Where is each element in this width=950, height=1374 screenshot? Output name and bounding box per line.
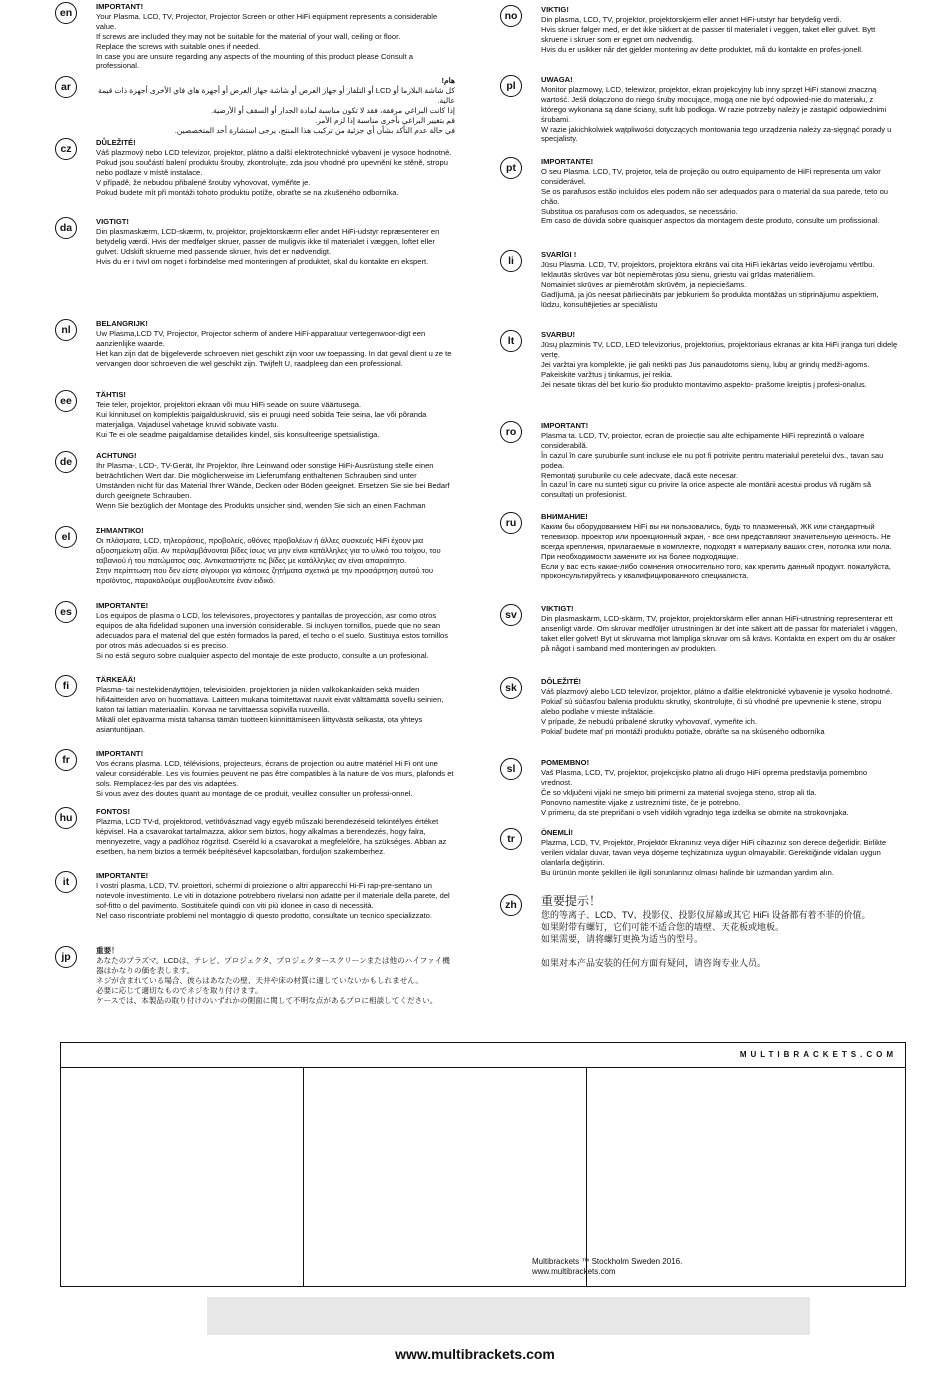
language-badge: es [55,601,77,623]
notice-title: IMPORTANTE! [541,157,594,166]
notice-text: あなたのプラズマ。LCDは、テレビ、プロジェクタ、プロジェクタースクリーンまたは他のハイファイ機器はかなりの価を表します。 ネジが含まれている場合、彼らはあなたの壁、天井や床の材質に適していないかもしれません。 必要に応じて適切なものでネジを取り付けます。 ケースでは、本製品の取り付けのいずれかの側面に関して不明な点があるプロに相談してください。 [96,955,450,1005]
notice-text: Plasma ta. LCD, TV, proiector, ecran de proiecție sau alte echipamente HiFi reprezintă o valoare considerabilă. În cazul în care șuruburile sunt incluse ele nu pot fi potrivite pentru materialul peretelui dvs., tavan sau podea. Remontați șuruburile cu cele adecvate, dacă este necesar. În cazul în care nu sunteți sigur cu privire la orice aspecte ale montării acestui produs vă rugăm să consultați un profesionist. [541,430,884,500]
notice-title: ÖNEMLİ! [541,828,574,837]
notice-text: Váš plazmový alebo LCD televízor, projektor, plátno a ďalšie elektronické vybavenie je vysoko hodnotné. Pokiaľ sú súčasťou balenia produktu skrutky, skontrolujte, či sú vhodné pre upevnenie k stene, stropu alebo podlahe v mieste inštalácie. V prípade, že nebudú pribalené skrutky vyhovovať, vymeňte ich. Pokiaľ budete mať pri montáži produktu potiaže, obráťte sa na skúseného odborníka [541,686,893,736]
notice-text: Plazma, LCD TV-d, projektorod, vetítővásznad vagy egyéb műszaki berendezéseid tekintélyes értéket képvisel. Ha a csavarokat tartalmazza, akkor sem biztos, hogy alkalmas a berendezés, hogy falra, mennyezetre, vagy a padlóhoz rögzítsd. Cseréld ki a csavarokat a megfelelőre, ha szükséges. Abban az esetben, ha nem biztos a termék beépítésével kapcsolatban, forduljon szakemberhez. [96,816,447,856]
notice-text: Jūsų plazminis TV, LCD, LED televizorius, projektorius, projektoriaus ekranas ar kita HiFi įranga turi didelę vertę. Jei varžtai yra komplekte, jie gali netikti pas Jus panaudotoms sienų, lubų ar grindų medži-agoms. Pakeiskite varžtus į tinkamus, jei reikia. Jei nesate tikras dėl bet kurio šio produkto montavimo aspekto- prašome kreiptis į profesi-onalus. [541,339,898,389]
language-badge: sl [500,758,522,780]
notice-title: هام! [441,76,455,85]
notice-title: IMPORTANTE! [96,871,149,880]
notice-title: IMPORTANT! [96,749,144,758]
notice-title: IMPORTANTE! [96,601,149,610]
notice-title: POMEMBNO! [541,758,590,767]
language-badge: nl [55,319,77,341]
notice-text: 您的等离子、LCD、TV、投影仪、投影仪屏幕或其它 HiFi 设备都有着不菲的价值。 如果附带有螺钉，它们可能不适合您的墙壁、天花板或地板。 如果需要，请将螺钉更换为适当的型号。 如果对本产品安装的任何方面有疑问，请咨询专业人员。 [541,910,871,968]
language-badge: zh [500,894,522,916]
language-badge: fi [55,675,77,697]
language-badge: ee [55,390,77,412]
frame-column-divider [586,1067,587,1286]
language-badge: jp [55,946,77,968]
notice-title: ACHTUNG! [96,451,137,460]
notice-title: ВНИМАНИЕ! [541,512,588,521]
language-badge: da [55,217,77,239]
notice-title: 重要！ [96,946,119,955]
notice-title: VIKTIG! [541,5,569,14]
notice-text: Jūsu Plasma. LCD, TV, projektors, projektora ekrāns vai cita HiFi iekārtas veido ievērojamu vērtību. Iekļautās skrūves var būt nepiemērotas jūsu sienu, griestu vai grīdas materiāliem. Nomainiet skrūves ar piemērotām skrūvēm, ja nepieciešams. Gadījumā, ja jūs neesat pārliecināts par jebkuriem šo produkta montāžas un stiprinājumu aspektiem, lūdzu, konsultējieties ar speciālistu [541,259,879,309]
language-badge: cz [55,138,77,160]
notice-text: Your Plasma. LCD, TV, Projector, Projector Screen or other HiFi equipment represents a considerable value. If screws are included they may not be suitable for the material of your wall, ceiling or floor. Replace the screws with suitable ones if needed. In case you are unsure regarding any aspects of the mounting of this product please Consult a professional. [96,11,438,71]
notice-text: Οι πλάσματα, LCD, τηλεοράσεις, προβολείς, οθόνες προβολέων ή άλλες συσκευές HiFi έχουν μια αξιοσημείωτη αξία. Αν περιλαμβάνονται βίδες ίσως να μην είναι κατάλληλες για το υλικό του τοίχου, του ταβανιού ή του πατώματος σας. Αντικαταστήστε τις βίδες με κατάλληλες αν είναι απαραίτητο. Στην περίπτωση που δεν είστε σίγουροι για κάποιες ζητήματα σχετικά με την προσάρτηση αυτού του προϊόντος, παρακαλούμε συμβουλευτείτε έναν ειδικό. [96,535,441,585]
notice-title: UWAGA! [541,75,573,84]
language-badge: fr [55,749,77,771]
notice-text: Teie teler, projektor, projektori ekraan või muu HiFi seade on suure väärtusega. Kui kinnitusel on komplektis paigalduskruvid, siis ei pruugi need sobida Teie seina, lae või põranda materjaliga. Vajadusel vahetage kruvid sobivate vastu. Kui Te ei ole seadme paigaldamise detailides kindel, siis konsulteerige spetsialistiga. [96,399,427,439]
notice-title: BELANGRIJK! [96,319,148,328]
notice-text: O seu Plasma. LCD, TV, projetor, tela de projeção ou outro equipamento de HiFi representa um valor considerável. Se os parafusos estão incluídos eles podem não ser adequados para o material da sua parede, teto ou chão. Substitua os parafusos com os adequados, se necessário. Em caso de dúvida sobre quaisquer aspectos da montagem deste produto, consulte um profissional. [541,166,889,226]
notice-title: ΣΗΜΑΝΤΙΚΟ! [96,526,144,535]
language-badge: hu [55,807,77,829]
notice-title: 重要提示！ [541,894,602,908]
notice-title: IMPORTANT! [96,2,144,11]
notice-text: Uw Plasma,LCD TV, Projector, Projector scherm of andere HiFi-apparatuur vertegenwoor-digt een aanzienlijke waarde. Het kan zijn dat de bijgeleverde schroeven niet geschikt zijn voor uw toepassing. In dat geval dient u ze te vervangen door schroeven die wel geschikt zijn. Twijfelt U, raadpleeg dan een professional. [96,328,452,368]
notice-text: Din plasma, LCD, TV, projektor, projektorskjerm eller annet HiFi-utstyr har betydelig verdi. Hvis skruer følger med, er det ikke sikkert at de passer til materialet i veggen, taket eller gulvet. Bytt skruene i skruer som er egnet om nødvendig. Hvis du er usikker når det gjelder montering av dette produktet, må du kontakte en profes-jonell. [541,14,876,54]
notice-title: TÄHTIS! [96,390,126,399]
language-badge: el [55,526,77,548]
language-badge: ro [500,421,522,443]
notice-text: كل شاشة البلازما أو LCD أو التلفاز أو جهاز العرض أو شاشة جهاز العرض أو أجهزة هاي فاي الأخرى أجهزة ذات قيمة عالية. إذا كانت البراغي مرفقة، فقد لا تكون مناسبة لمادة الجدار أو السقف أو الأرضية. قم بتغيير البراغي بأخرى مناسبة إذا لزم الأمر. في حالة عدم التأكد بشأن أي جزئية من تركيب هذا المنتج، يرجى استشارة أحد المتخصصين. [98,85,455,135]
language-badge: sv [500,604,522,626]
notice-title: IMPORTANT! [541,421,589,430]
notice-text: Vaš Plasma, LCD, TV, projektor, projekcijsko platno ali drugo HiFi oprema predstavlja pomembno vrednost. Če so vključeni vijaki ne smejo biti primerni za material svojega steno, strop ali tla. Ponovno namestite vijake z ustreznimi tiste, če je potrebno. V primeru, da ste prepričani o vseh vidikih vgradnjo tega izdelka se obrnite na strokovnjaka. [541,767,868,817]
frame-divider [61,1067,905,1068]
company-line: Multibrackets ™ Stockholm Sweden 2016. [532,1257,683,1266]
notice-title: TÄRKEÄÄ! [96,675,136,684]
notice-text: Din plasmaskärm, LCD-skärm, TV, projektor, projektorskärm eller annan HiFi-utrustning representerar ett ansenligt värde. Om skruvar medföljer utrustningen är det inte säkert att de passar för materialet i väggen, taket eller golvet! Byt ut skruvarna mot lämpliga skruvar om så krävs. Kontakta en expert om du är osäker på något i samband med monteringen av produkten. [541,613,898,653]
notice-title: SVARBU! [541,330,576,339]
language-badge: ru [500,512,522,534]
language-badge: it [55,871,77,893]
notice-text: Vos écrans plasma. LCD, télévisions, projecteurs, écrans de projection ou autre matériel Hi Fi ont une valeur considérable. Les vis fournies peuvent ne pas être compatibles à la nature de vos murs, plafonds et sols. Remplacez-les par des vis adaptées. Si vous avez des doutes quant au montage de ce produit, veuillez consulter un professi-onnel. [96,758,454,798]
grey-panel [207,1297,810,1335]
notice-title: DŮLEŽITÉ! [96,138,136,147]
frame-column-divider [303,1067,304,1286]
notice-text: Los equipos de plasma o LCD, los televisores, proyectores y pantallas de proyección, asr como otros equipos de alta fidelidad suponen una inversión considerable. Si incluyen tornillos, puede que no sean adecuados para el material del que estén formados la pared, el techo o el suelo. Sustituya estos tornillos por otros más adecuados si es preciso. Si no está seguro sobre cualquier aspecto del montaje de este producto, consulte a un profesional. [96,610,449,660]
notice-title: VIGTIGT! [96,217,129,226]
notice-text: Monitor plazmowy, LCD, telewizor, projektor, ekran projekcyjny lub inny sprzęt HiFi stanowi znaczną wartość. Jeśli dołączono do niego śruby mocujące, mogą one nie być odpowied-nie do materiału, z którego wykonana są dane ściany, sufit lub podłoga. W razie potrzeby należy je zastąpić odpowiednimi śrubami. W razie jakichkolwiek wątpliwości dotyczących montowania tego urządzenia należy za-sięgnąć porady u specjalisty. [541,84,892,144]
language-badge: pt [500,157,522,179]
language-badge: tr [500,828,522,850]
language-badge: li [500,250,522,272]
notice-title: DÔLEŽITÉ! [541,677,582,686]
language-badge: en [55,2,77,24]
notice-text: I vostri plasma, LCD, TV. proiettori, schermi di proiezione o altri apparecchi Hi-Fi rap-pre-sentano un notevole investimento. Le viti in dotazione potrebbero rivelarsi non adatte per il materiale della parete, del sof-fitto o del pavimento. Sostituitele quindi con viti più idonee in caso di necessità. Nel caso riscontriate problemi nel montaggio di questo prodotto, consultate un tecnico specializzato. [96,880,450,920]
notice-text: Plazma, LCD, TV, Projektör, Projektör Ekranınız veya diğer HiFi cihazınız son derece değerlidir. Birlikte verilen vidalar duvar, tavan veya döşeme teçhizatınıza uygun olmayabilir. Gerektiğinde vidaları uygun olanlarla değiştirin. Bu ürünün monte şekilleri ile ilgili sorunlarınız olması halinde bir uzmandan yardım alın. [541,837,887,877]
notice-text: Ihr Plasma-, LCD-, TV-Gerät, Ihr Projektor, Ihre Leinwand oder sonstige HiFi-Ausrüstung stelle einen beträchtlichen Wert dar. Die möglicherweise im Lieferumfang enthaltenen Schrauben sind unter Umständen nicht für das Material Ihrer Wände, Decken oder Böden geeignet. Ersetzen Sie sie bei Bedarf durch geeignete Schrauben. Wenn Sie bezüglich der Montage des Produkts unsicher sind, wenden Sie sich an einen Fachman [96,460,450,510]
notice-title: SVARĪGI ! [541,250,577,259]
language-badge: pl [500,75,522,97]
bottom-frame [60,1042,906,1287]
language-badge: no [500,5,522,27]
language-badge: lt [500,330,522,352]
brand-wordmark: MULTIBRACKETS.COM [739,1050,897,1059]
language-badge: sk [500,677,522,699]
company-info [532,1257,682,1277]
company-url: www.multibrackets.com [532,1267,616,1276]
notice-title: VIKTIGT! [541,604,574,613]
language-badge: ar [55,76,77,98]
notice-text: Каким бы оборудованием HiFi вы ни пользовались, будь то плазменный, ЖК или стандартный телевизор. проектор или проекционный экран, - все они представляют значительную ценность. Не всегда крепления, прилагаемые в комплекте, подходят к материалу ваших стен, потолка или пола. При необходимости замените их на более подходящие. Если у вас есть какие-либо сомнения относительно того, как крепить данный продукт. пожалуйста, проконсультируйтесь у квалифицированного специалиста. [541,521,892,581]
language-badge: de [55,451,77,473]
notice-text: Din plasmaskærm, LCD-skærm, tv, projektor, projektorskærm eller andet HiFi-udstyr repræsenterer en betydelig værdi. Hvis der medfølger skruer, passer de muligvis ikke til materialet i væggen, loftet eller gulvet. Udskift skruerne med passende skruer, hvis det er nødvendigt. Hvis du er i tvivl om noget i forbindelse med monteringen af produktet, skal du kontakte en ekspert. [96,226,440,266]
notice-text: Váš plazmový nebo LCD televizor, projektor, plátno a další elektrotechnické vybavení je vysoce hodnotné. Pokud jsou součástí balení produktu šrouby, zkontrolujte, zda jsou vhodné pro upevnění ke stěně, stropu nebo podlaze v místě instalace. V případě, že nebudou přibalené šrouby vyhovovat, vyměňte je. Pokud budete mít při montáži tohoto produktu potíže, obraťte se na zkušeného odborníka. [96,147,452,197]
website-link[interactable]: www.multibrackets.com [395,1346,555,1362]
notice-text: Plasma- tai nestekidenäyttöjen, televisioiden. projektorien ja niiden valkokankaiden sekä muiden hifi4aitteiden arvo on huomattava. Laitteen mukana toimitettavat ruuvit eivät välttämättä sovellu seinien, katon tai lattian materiaaliin. Korvaa ne tarvittaessa sopivilla ruuveilla. Mikäli olet epävarma mistä tahansa tämän tuotteen kiinnittämiseen liittyvästä seikasta, ota yhteys asiantuntijaan. [96,684,444,734]
notice-title: FONTOS! [96,807,131,816]
